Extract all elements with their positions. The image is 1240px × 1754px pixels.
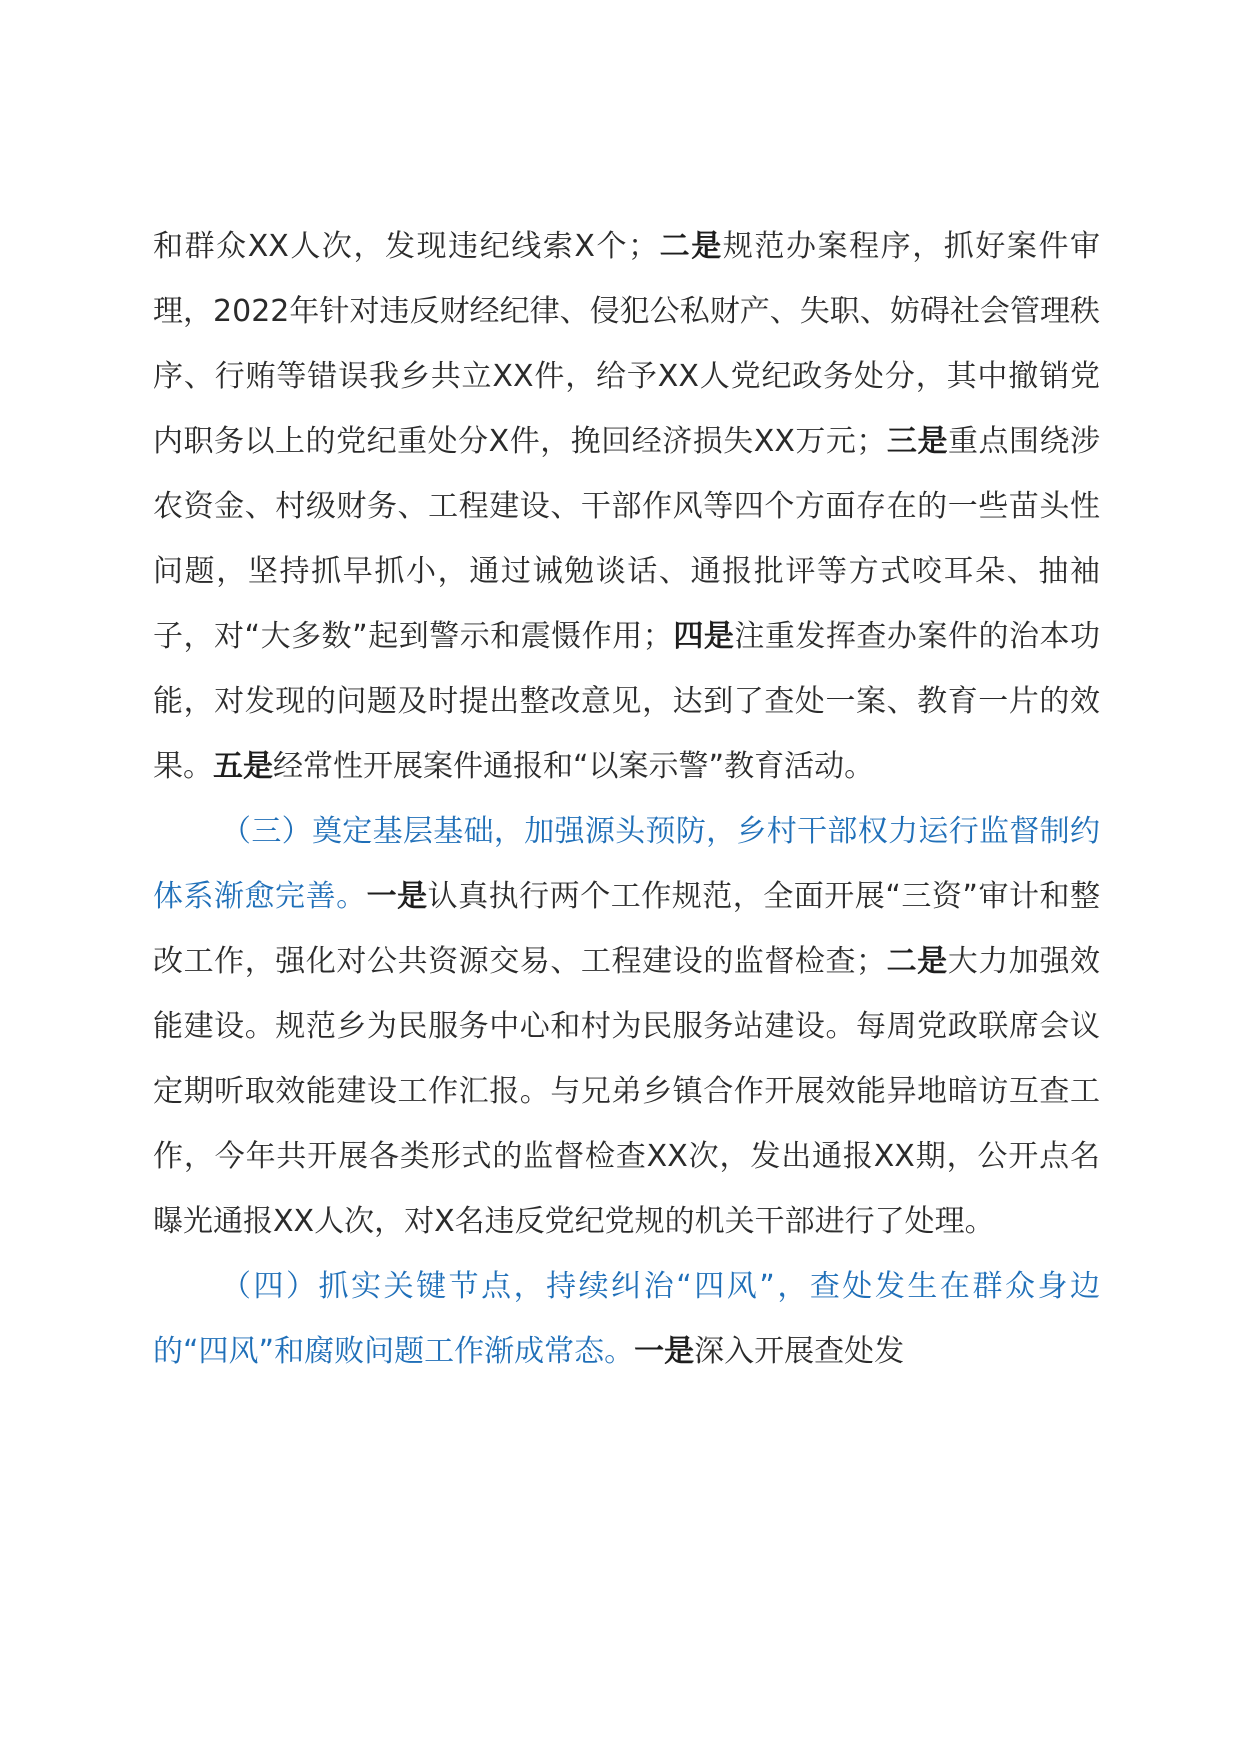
bold-marker: 五是 xyxy=(213,749,273,784)
bold-marker: 一是 xyxy=(634,1334,695,1369)
paragraph-text: 认真执行两个工作规范，全面开展“三资”审计和整改工作，强化对公共资源交易、工程建设的监督检查； xyxy=(153,879,1100,979)
bold-marker: 二是 xyxy=(886,944,948,979)
paragraph-section-four xyxy=(153,1254,1100,1384)
bold-marker: 四是 xyxy=(672,619,735,654)
paragraph-text: 大力加强效能建设。规范乡为民服务中心和村为民服务站建设。每周党政联席会议定期听取效能建设工作汇报。与兄弟乡镇合作开展效能异地暗访互查工作，今年共开展各类形式的监督检查XX次，发出通报XX期，公开点名曝光通报XX人次，对X名违反党纪党规的机关干部进行了处理。 xyxy=(153,944,1101,1239)
paragraph-section-three xyxy=(153,799,1100,1254)
bold-marker: 三是 xyxy=(886,424,948,459)
bold-marker: 二是 xyxy=(658,229,723,264)
paragraph-discipline-cases xyxy=(153,214,1100,799)
paragraph-text: 经常性开展案件通报和“以案示警”教育活动。 xyxy=(273,749,875,784)
paragraph-text: 规范办案程序，抓好案件审理，2022年针对违反财经纪律、侵犯公私财产、失职、妨碍社会管理秩序、行贿等错误我乡共立XX件，给予XX人党纪政务处分，其中撤销党内职务以上的党纪重处分X件，挽回经济损失XX万元； xyxy=(153,229,1101,459)
paragraph-text: 深入开展查处发 xyxy=(694,1334,905,1369)
section-heading: （三）奠定基层基础，加强源头预防，乡村干部权力运行监督制约体系渐愈完善。 xyxy=(153,814,1100,914)
bold-marker: 一是 xyxy=(366,879,428,914)
paragraph-text: 重点围绕涉农资金、村级财务、工程建设、干部作风等四个方面存在的一些苗头性问题，坚持抓早抓小，通过诫勉谈话、通报批评等方式咬耳朵、抽袖子，对“大多数”起到警示和震慑作用； xyxy=(153,424,1101,654)
paragraph-text: 和群众XX人次，发现违纪线索X个； xyxy=(153,229,659,264)
paragraph-text: 注重发挥查办案件的治本功能，对发现的问题及时提出整改意见，达到了查处一案、教育一片的效果。 xyxy=(153,619,1101,784)
section-heading: （四）抓实关键节点，持续纠治“四风”，查处发生在群众身边的“四风”和腐败问题工作渐成常态。 xyxy=(153,1269,1100,1369)
